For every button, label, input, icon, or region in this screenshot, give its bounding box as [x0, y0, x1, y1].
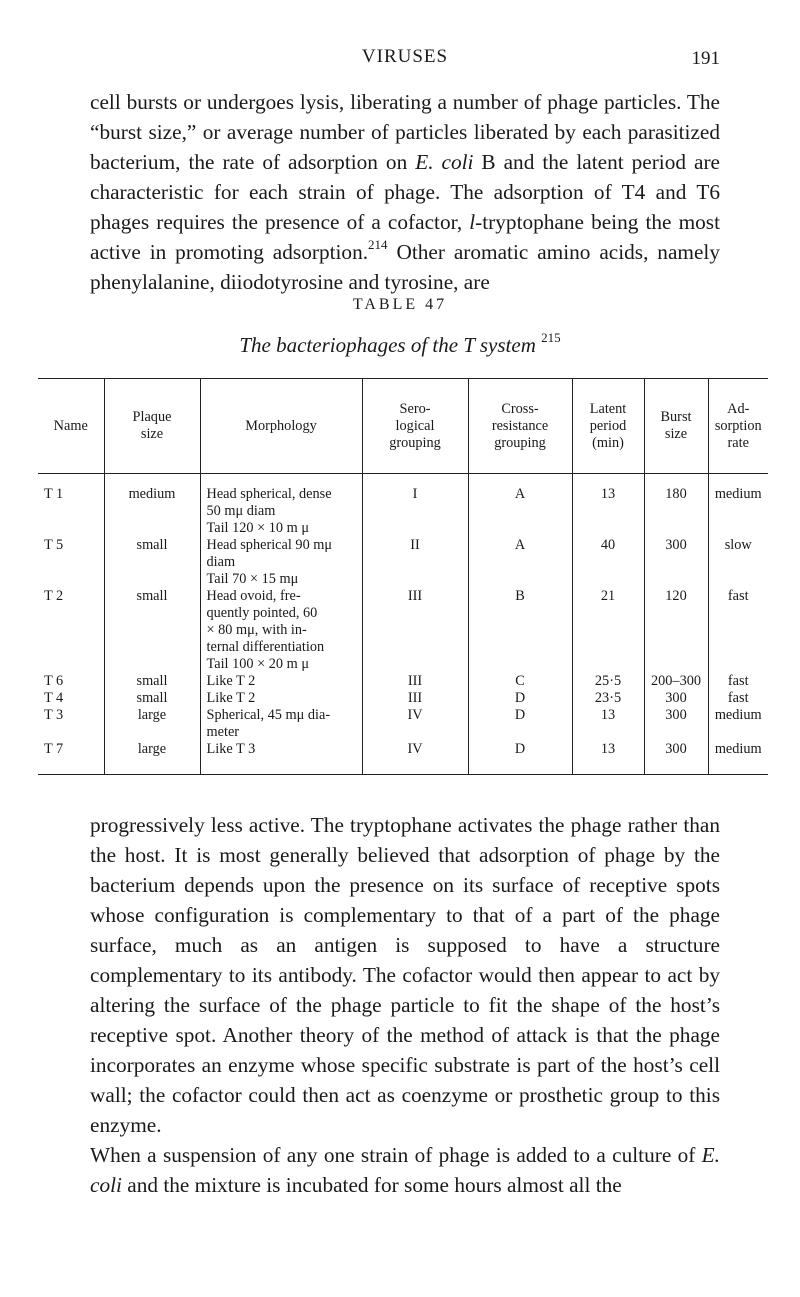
morph-line: Head spherical 90 mμ	[206, 537, 333, 553]
header-line: grouping	[389, 434, 441, 451]
caption-text: The bacteriophages of the T system	[239, 333, 536, 357]
morph-line: Like T 3	[206, 741, 256, 757]
cell-morphology	[200, 673, 362, 690]
cell-latent: 23·5	[572, 690, 644, 707]
text-run: -tryptophane being the most active in promoting adsorption.	[90, 210, 720, 264]
header-adsorption-rate	[708, 379, 768, 474]
caption-footnote-ref: 215	[541, 330, 561, 345]
cell-burst: 120	[644, 588, 708, 673]
species-name: E. coli	[90, 1143, 720, 1197]
header-line: sorption	[714, 417, 762, 434]
morph-line: × 80 mμ, with in-	[206, 622, 307, 638]
header-line: Name	[53, 417, 88, 434]
cell-plaque: medium	[104, 474, 200, 538]
table-row	[38, 690, 768, 707]
cell-burst: 180	[644, 474, 708, 538]
cell-serological: IV	[362, 741, 468, 775]
table-caption	[0, 332, 800, 358]
header-line: Sero-	[399, 400, 431, 417]
header-line: Ad-	[727, 400, 750, 417]
text-run: and the mixture is incubated for some hours almost all the	[121, 1173, 622, 1197]
header-morphology	[200, 379, 362, 474]
cell-rate: fast	[708, 690, 768, 707]
table-row	[38, 707, 768, 741]
cell-morphology	[200, 474, 362, 538]
morph-line: ternal differentiation	[206, 639, 325, 655]
cell-serological: III	[362, 588, 468, 673]
cell-name: T 2	[44, 588, 64, 604]
cell-cross: B	[468, 588, 572, 673]
morph-line: Head ovoid, fre-	[206, 588, 301, 604]
cell-rate: medium	[708, 474, 768, 538]
cell-plaque: small	[104, 690, 200, 707]
cell-latent: 21	[572, 588, 644, 673]
paragraph-intro	[90, 87, 720, 297]
cell-serological: II	[362, 537, 468, 588]
cell-plaque: small	[104, 673, 200, 690]
cell-cross: A	[468, 474, 572, 538]
cell-burst: 200–300	[644, 673, 708, 690]
cell-plaque: small	[104, 537, 200, 588]
header-line: size	[664, 426, 688, 442]
cell-burst: 300	[644, 537, 708, 588]
cell-rate: fast	[708, 588, 768, 673]
table-row	[38, 588, 768, 673]
cell-morphology	[200, 741, 362, 775]
cell-plaque: small	[104, 588, 200, 673]
cell-morphology	[200, 588, 362, 673]
header-line: Morphology	[245, 417, 317, 434]
header-line: rate	[727, 434, 749, 451]
cell-burst: 300	[644, 690, 708, 707]
cell-serological: III	[362, 690, 468, 707]
paragraph-suspension	[90, 1140, 720, 1200]
cell-serological: IV	[362, 707, 468, 741]
morph-line: Like T 2	[206, 673, 256, 689]
cell-plaque: large	[104, 707, 200, 741]
morph-line: Spherical, 45 mμ dia-	[206, 707, 331, 723]
l-prefix: l	[469, 210, 476, 234]
paragraph-tryptophane: progressively less active. The tryptophane activates the phage rather than the host. It is most generally believed that adsorption of phage by the bacterium depends upon the presence on its surface of receptive spots whose configuration is complementary to that of a part of the phage surface, much as an antigen is supposed to have a structure complementary to its antibody. The cofactor would then appear to act by altering the surface of the phage particle to fit the shape of the host’s receptive spot. Another theory of the method of attack is that the phage incorporates an enzyme whose specific substrate is part of the host’s cell wall; the cofactor could then act as coenzyme or prosthetic group to this enzyme.	[90, 813, 720, 1137]
morph-line: quently pointed, 60	[206, 605, 318, 621]
species-name: E. coli	[415, 150, 474, 174]
cell-latent: 13	[572, 474, 644, 538]
text-run: Other aromatic amino acids, namely phenylalanine, diiodotyrosine and tyrosine, are	[90, 240, 720, 294]
running-head: VIRUSES	[361, 46, 449, 67]
header-serological	[362, 379, 468, 474]
cell-morphology	[200, 537, 362, 588]
header-line: grouping	[494, 434, 546, 451]
cell-latent: 13	[572, 707, 644, 741]
cell-plaque: large	[104, 741, 200, 775]
cell-latent: 25·5	[572, 673, 644, 690]
header-line: size	[140, 426, 164, 442]
morph-line: meter	[206, 724, 240, 740]
cell-name: T 3	[44, 707, 64, 723]
table-row	[38, 474, 768, 538]
cell-serological: III	[362, 673, 468, 690]
table-label: TABLE 47	[352, 296, 448, 313]
text-run: B and the latent period are characteristic for each strain of phage. The adsorption of T4 and T6 phages requires the presence of a cofactor,	[90, 150, 720, 234]
cell-cross: A	[468, 537, 572, 588]
cell-burst: 300	[644, 741, 708, 775]
header-cross-resistance	[468, 379, 572, 474]
morph-line: diam	[206, 554, 236, 570]
cell-morphology	[200, 707, 362, 741]
header-line: period	[589, 417, 627, 434]
header-line: (min)	[592, 434, 624, 451]
header-line: resistance	[491, 417, 549, 434]
page-number: 191	[691, 48, 720, 69]
header-line: logical	[395, 417, 435, 434]
cell-name: T 5	[44, 537, 64, 553]
morph-line: 50 mμ diam	[206, 503, 276, 519]
phage-table	[38, 378, 768, 775]
cell-cross: D	[468, 690, 572, 707]
cell-name: T 6	[44, 673, 64, 689]
cell-rate: fast	[708, 673, 768, 690]
morph-line: Tail 70 × 15 mμ	[206, 571, 299, 587]
cell-rate: medium	[708, 707, 768, 741]
table-row	[38, 673, 768, 690]
table-row	[38, 741, 768, 775]
cell-name: T 4	[44, 690, 64, 706]
header-line: Cross-	[501, 400, 539, 417]
cell-latent: 13	[572, 741, 644, 775]
morph-line: Head spherical, dense	[206, 486, 332, 502]
cell-latent: 40	[572, 537, 644, 588]
table-row	[38, 537, 768, 588]
cell-name: T 7	[38, 741, 104, 775]
cell-name: T 1	[44, 486, 64, 502]
header-plaque-size	[104, 379, 200, 474]
header-name	[38, 379, 104, 474]
header-latent-period	[572, 379, 644, 474]
morph-line: Tail 100 × 20 m μ	[206, 656, 309, 672]
cell-morphology	[200, 690, 362, 707]
cell-cross: D	[468, 741, 572, 775]
cell-rate: medium	[708, 741, 768, 775]
cell-burst: 300	[644, 707, 708, 741]
text-run: cell bursts or undergoes lysis, liberating a number of phage particles. The “burst size,” or average number of particles liberated by each parasitized bacterium, the rate of adsorption on	[90, 90, 720, 174]
text-run: When a suspension of any one strain of phage is added to a culture of	[90, 1143, 702, 1167]
morph-line: Like T 2	[206, 690, 256, 706]
morph-line: Tail 120 × 10 m μ	[206, 520, 309, 536]
cell-rate: slow	[708, 537, 768, 588]
table-header-row	[38, 379, 768, 474]
footnote-ref: 214	[368, 236, 388, 252]
cell-cross: C	[468, 673, 572, 690]
header-burst-size	[644, 379, 708, 474]
cell-cross: D	[468, 707, 572, 741]
cell-serological: I	[362, 474, 468, 538]
header-line: Plaque	[132, 409, 172, 425]
header-line: Burst	[660, 409, 692, 425]
page-header	[90, 44, 720, 74]
header-line: Latent	[589, 400, 627, 417]
